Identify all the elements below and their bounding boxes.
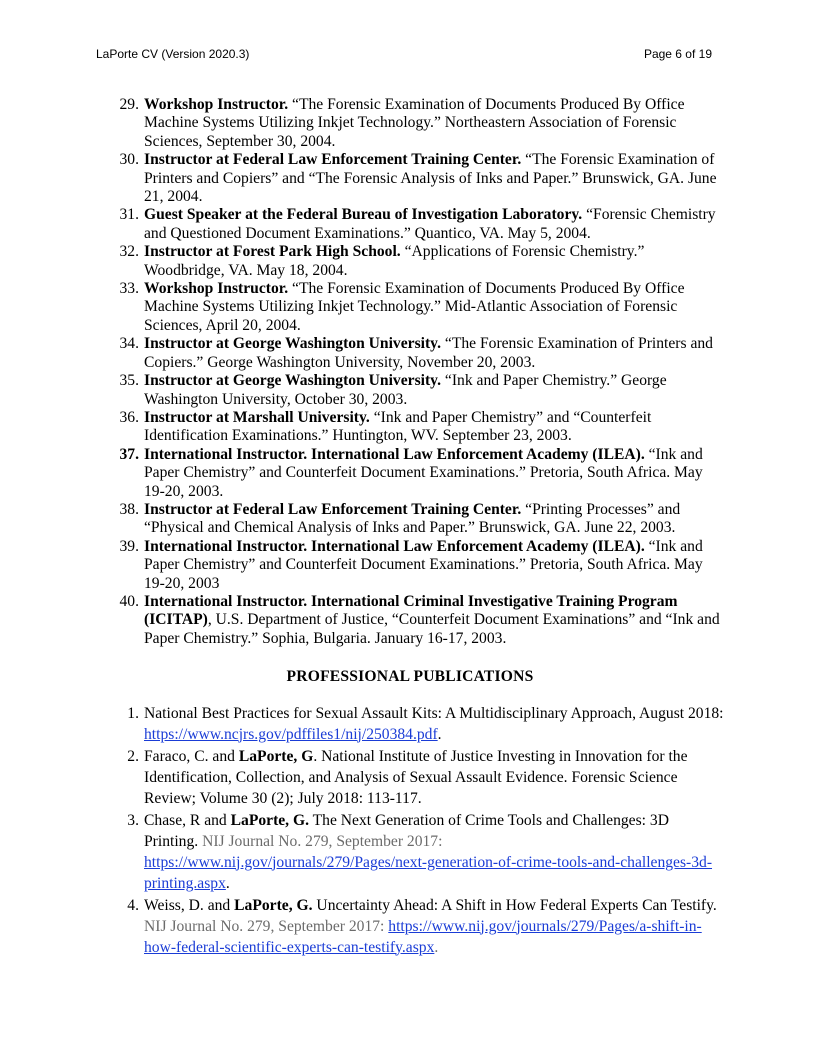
publication-text: National Best Practices for Sexual Assault Kits: A Multidisciplinary Approach, August 2018: bbox=[144, 704, 724, 722]
item-title: International Instructor. International Law Enforcement Academy (ILEA). bbox=[144, 445, 645, 463]
item-number: 3. bbox=[127, 811, 139, 829]
publication-text: The Next Generation of Crime Tools and Challenges: 3D Printing. bbox=[144, 811, 669, 850]
item-number: 4. bbox=[127, 896, 139, 914]
list-item bbox=[96, 372, 724, 409]
item-title: Instructor at George Washington University. bbox=[144, 335, 442, 353]
publication-text: . National Institute of Justice Investing in Innovation for the Identification, Collection, and Analysis of Sexual Assault Evidence. Forensic Science Review; Volume 30 (2); July 2018: 113-117. bbox=[144, 747, 688, 807]
page-content bbox=[96, 96, 724, 959]
item-number: 36. bbox=[119, 408, 139, 426]
publication-end: . bbox=[225, 874, 230, 892]
publication-item bbox=[96, 746, 724, 809]
list-item bbox=[96, 151, 724, 206]
item-number: 32. bbox=[119, 243, 139, 261]
item-text: “Ink and Paper Chemistry” and Counterfeit Document Examinations.” Pretoria, South Africa. May 19-20, 2003 bbox=[144, 537, 703, 592]
list-item bbox=[96, 243, 724, 280]
item-title: Workshop Instructor. bbox=[144, 280, 289, 298]
list-item bbox=[96, 280, 724, 335]
item-number: 31. bbox=[119, 206, 139, 224]
publication-end: . bbox=[434, 938, 439, 956]
list-item bbox=[96, 501, 724, 538]
publication-text: Uncertainty Ahead: A Shift in How Federal Experts Can Testify. bbox=[312, 896, 717, 914]
item-text: “The Forensic Examination of Printers and Copiers” and “The Forensic Analysis of Inks and Paper.” Brunswick, GA. June 21, 2004. bbox=[144, 151, 717, 206]
item-text: “Ink and Paper Chemistry.” George Washington University, October 30, 2003. bbox=[144, 372, 667, 408]
item-number: 35. bbox=[119, 372, 139, 390]
item-number: 30. bbox=[119, 151, 139, 169]
activities-list bbox=[96, 96, 724, 648]
publication-item bbox=[96, 895, 724, 958]
item-text: “The Forensic Examination of Printers and Copiers.” George Washington University, November 20, 2003. bbox=[144, 335, 713, 371]
item-text: “The Forensic Examination of Documents Produced By Office Machine Systems Utilizing Inkjet Technology.” Mid-Atlantic Association of Forensic Sciences, April 20, 2004. bbox=[144, 280, 685, 334]
publication-link[interactable]: https://www.ncjrs.gov/pdffiles1/nij/250384.pdf bbox=[144, 725, 438, 743]
item-title: International Instructor. International Criminal Investigative Training Program (ICITAP) bbox=[144, 592, 678, 629]
list-item bbox=[96, 538, 724, 593]
item-number: 1. bbox=[127, 704, 139, 722]
item-text: “Ink and Paper Chemistry” and “Counterfeit Identification Examinations.” Huntington, WV. September 23, 2003. bbox=[144, 408, 652, 445]
item-title: Guest Speaker at the Federal Bureau of Investigation Laboratory. bbox=[144, 206, 583, 224]
list-item bbox=[96, 409, 724, 446]
item-title: International Instructor. International Law Enforcement Academy (ILEA). bbox=[144, 537, 645, 555]
publications-list bbox=[96, 703, 724, 958]
header-title: LaPorte CV (Version 2020.3) bbox=[96, 47, 250, 61]
item-number: 29. bbox=[119, 96, 139, 113]
item-text: “Printing Processes” and “Physical and Chemical Analysis of Inks and Paper.” Brunswick, GA. June 22, 2003. bbox=[144, 500, 681, 537]
item-text: “Forensic Chemistry and Questioned Document Examinations.” Quantico, VA. May 5, 2004. bbox=[144, 206, 716, 242]
item-number: 38. bbox=[119, 500, 139, 518]
item-title: Instructor at Marshall University. bbox=[144, 408, 370, 426]
item-number: 40. bbox=[119, 592, 139, 610]
item-title: Instructor at Federal Law Enforcement Training Center. bbox=[144, 151, 522, 169]
publication-journal: NIJ Journal No. 279, September 2017: bbox=[202, 832, 443, 850]
publication-end: . bbox=[437, 725, 442, 743]
list-item bbox=[96, 335, 724, 372]
item-title: Instructor at George Washington University. bbox=[144, 372, 442, 390]
publication-author: LaPorte, G. bbox=[230, 811, 310, 829]
publication-item bbox=[96, 810, 724, 894]
publication-link[interactable]: https://www.nij.gov/journals/279/Pages/a-shift-in-how-federal-scientific-experts-can-testify.aspx bbox=[144, 917, 702, 956]
publication-item bbox=[96, 703, 724, 745]
item-text: , U.S. Department of Justice, “Counterfeit Document Examinations” and “Ink and Paper Chemistry.” Sophia, Bulgaria. January 16-17, 2003. bbox=[144, 611, 720, 647]
list-item bbox=[96, 446, 724, 501]
item-title: Workshop Instructor. bbox=[144, 96, 289, 113]
publication-coauthor: Chase, R and bbox=[144, 811, 231, 829]
item-number: 34. bbox=[119, 335, 139, 353]
item-number: 39. bbox=[119, 537, 139, 555]
list-item bbox=[96, 206, 724, 243]
page-number: Page 6 of 19 bbox=[643, 47, 712, 61]
item-number: 37. bbox=[119, 445, 139, 463]
item-title: Instructor at Federal Law Enforcement Training Center. bbox=[144, 500, 522, 518]
publication-link[interactable]: https://www.nij.gov/journals/279/Pages/next-generation-of-crime-tools-and-challenges-3d-printing.aspx bbox=[144, 853, 713, 892]
publication-author: LaPorte, G bbox=[238, 747, 314, 765]
item-text: “The Forensic Examination of Documents Produced By Office Machine Systems Utilizing Inkjet Technology.” Northeastern Association of Forensic Sciences, September 30, 2004. bbox=[144, 96, 685, 150]
item-text: “Ink and Paper Chemistry” and Counterfeit Document Examinations.” Pretoria, South Africa. May 19-20, 2003. bbox=[144, 445, 703, 500]
item-number: 2. bbox=[127, 747, 139, 765]
item-text: “Applications of Forensic Chemistry.” Woodbridge, VA. May 18, 2004. bbox=[144, 243, 645, 279]
list-item bbox=[96, 96, 724, 151]
publication-author: LaPorte, G. bbox=[234, 896, 313, 914]
item-title: Instructor at Forest Park High School. bbox=[144, 243, 401, 261]
publication-journal: NIJ Journal No. 279, September 2017: bbox=[144, 917, 385, 935]
item-number: 33. bbox=[119, 280, 139, 298]
publication-coauthor: Faraco, C. and bbox=[144, 747, 239, 765]
publication-coauthor: Weiss, D. and bbox=[144, 896, 235, 914]
section-title-publications: PROFESSIONAL PUBLICATIONS bbox=[286, 668, 534, 686]
list-item bbox=[96, 593, 724, 648]
